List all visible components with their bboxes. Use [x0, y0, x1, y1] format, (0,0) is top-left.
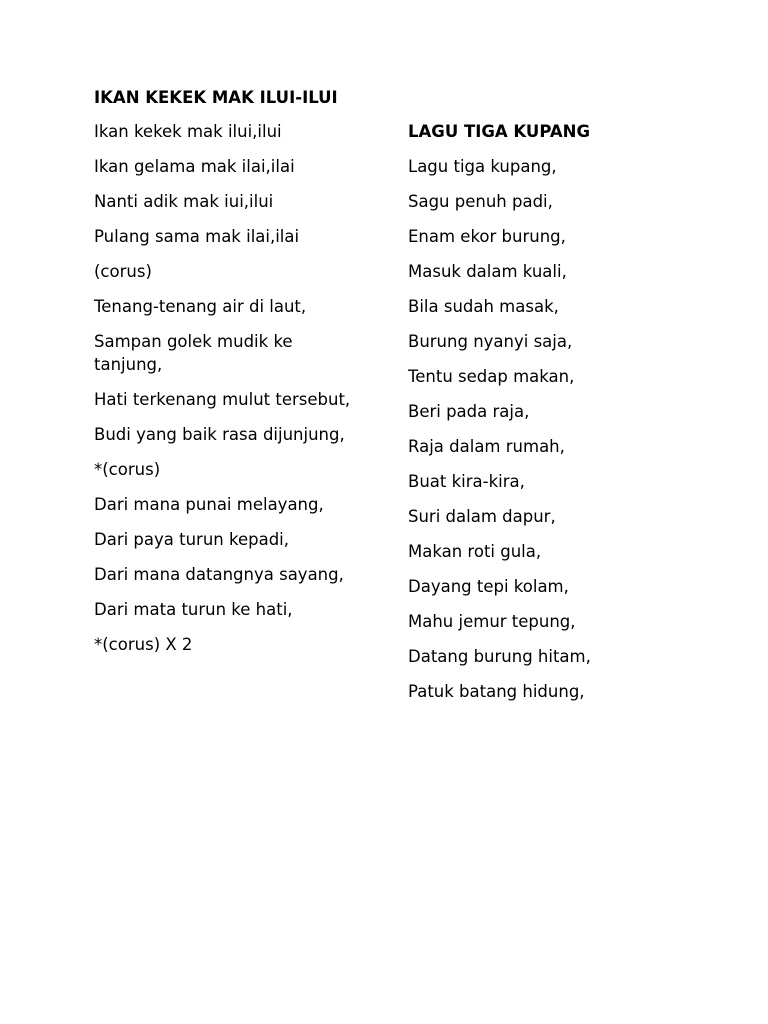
- lyric-line: Raja dalam rumah,: [408, 437, 565, 456]
- lyric-line: Tentu sedap makan,: [408, 367, 575, 386]
- lyric-line: Patuk batang hidung,: [408, 682, 585, 701]
- lyric-line: Masuk dalam kuali,: [408, 262, 567, 281]
- lyric-line: Makan roti gula,: [408, 542, 542, 561]
- lyric-line: (corus): [94, 262, 152, 281]
- left-song-lyrics: [94, 120, 356, 668]
- lyric-line: Buat kira-kira,: [408, 472, 525, 491]
- lyric-line: Dari mana punai melayang,: [94, 495, 324, 514]
- lyric-line: Tenang-tenang air di laut,: [94, 297, 307, 316]
- lyric-line: Dari paya turun kepadi,: [94, 530, 290, 549]
- lyric-line: Hati terkenang mulut tersebut,: [94, 390, 351, 409]
- right-song-title: LAGU TIGA KUPANG: [408, 122, 591, 141]
- lyric-line: Bila sudah masak,: [408, 297, 559, 316]
- lyric-line: Nanti adik mak iui,ilui: [94, 192, 274, 211]
- lyric-line: Dayang tepi kolam,: [408, 577, 569, 596]
- lyric-line: Suri dalam dapur,: [408, 507, 556, 526]
- lyric-line: Ikan kekek mak ilui,ilui: [94, 122, 282, 141]
- lyric-line: Beri pada raja,: [408, 402, 530, 421]
- lyric-line: Enam ekor burung,: [408, 227, 566, 246]
- lyric-line: *(corus): [94, 460, 161, 479]
- right-song-lyrics: [408, 155, 708, 715]
- lyric-line: Pulang sama mak ilai,ilai: [94, 227, 300, 246]
- lyric-line: Dari mana datangnya sayang,: [94, 565, 344, 584]
- lyric-line: *(corus) X 2: [94, 635, 193, 654]
- lyric-line: Ikan gelama mak ilai,ilai: [94, 157, 295, 176]
- lyric-line: Sagu penuh padi,: [408, 192, 553, 211]
- lyric-line: Datang burung hitam,: [408, 647, 591, 666]
- lyric-line: Burung nyanyi saja,: [408, 332, 573, 351]
- lyric-line: Sampan golek mudik ke tanjung,: [94, 332, 293, 374]
- lyric-line: Lagu tiga kupang,: [408, 157, 557, 176]
- lyric-line: Budi yang baik rasa dijunjung,: [94, 425, 345, 444]
- lyric-line: Mahu jemur tepung,: [408, 612, 576, 631]
- lyric-line: Dari mata turun ke hati,: [94, 600, 293, 619]
- left-song-title: IKAN KEKEK MAK ILUI-ILUI: [94, 88, 338, 107]
